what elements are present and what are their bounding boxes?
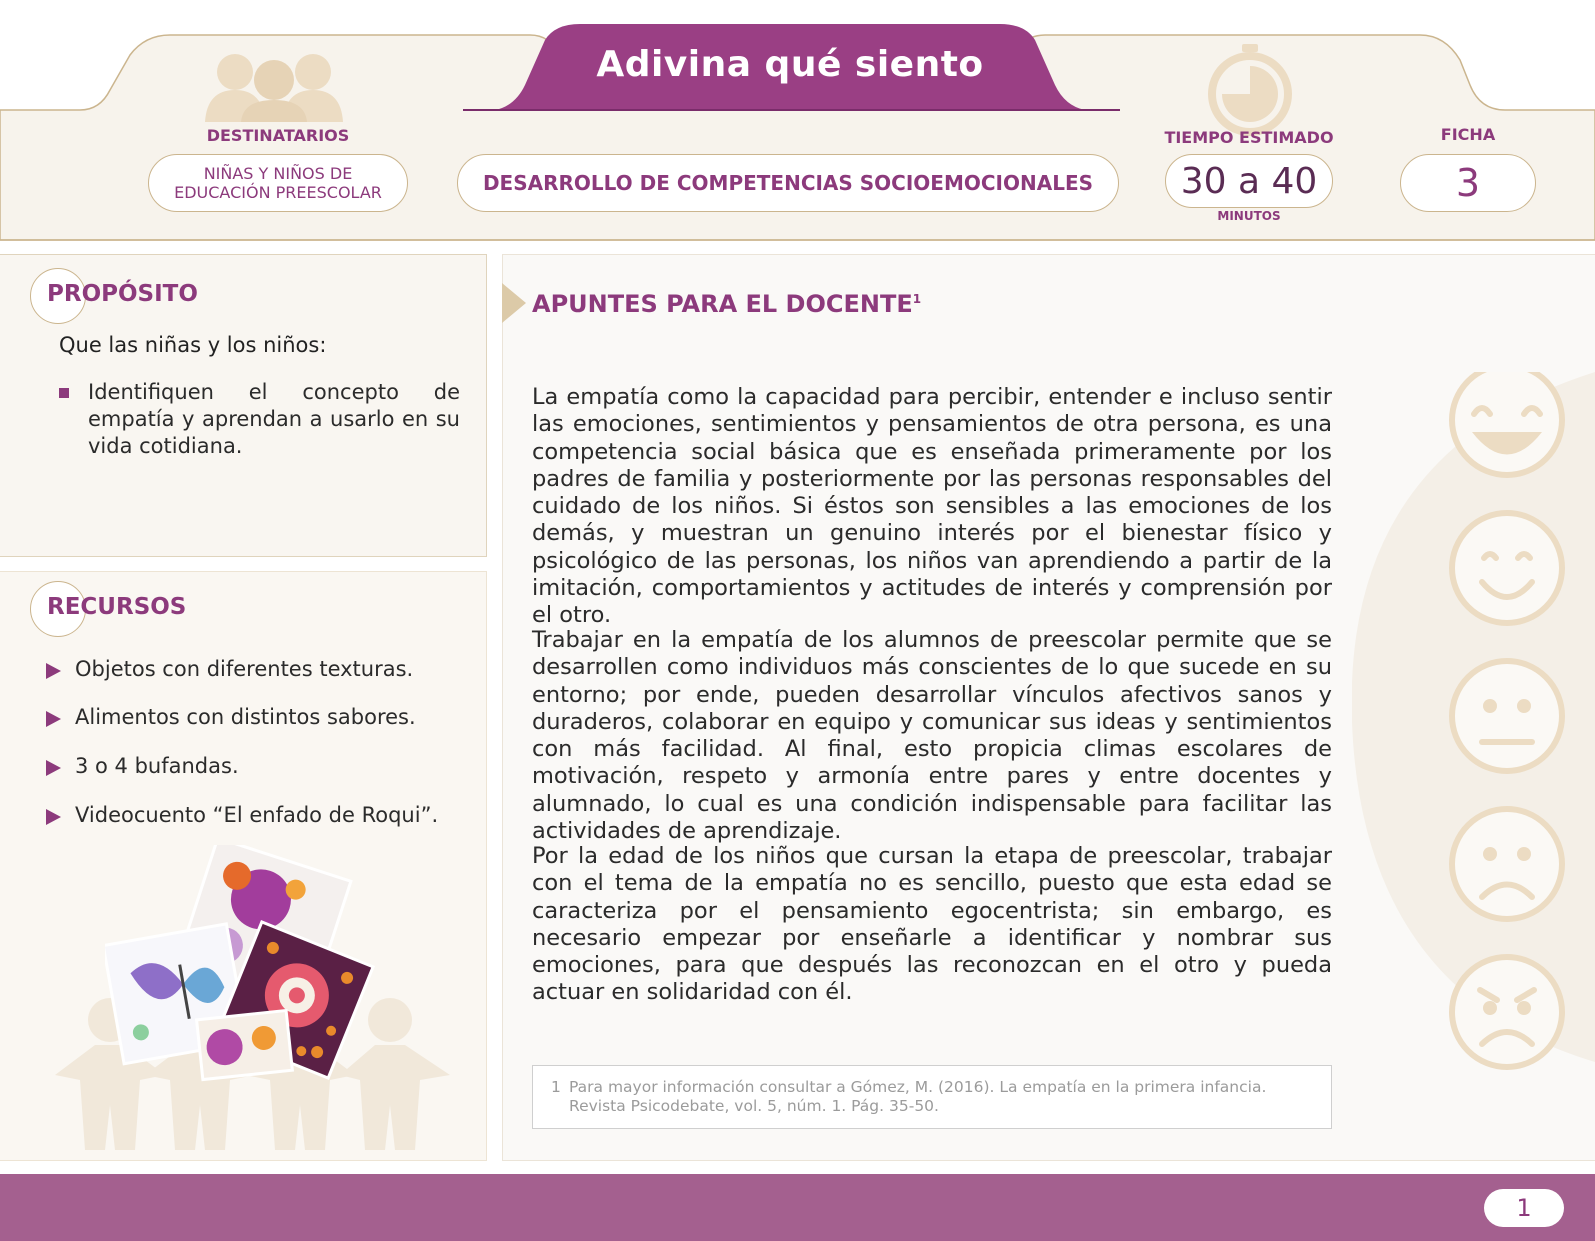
apuntes-title-text: APUNTES PARA EL DOCENTE [532, 290, 913, 318]
angry-face-icon [1452, 957, 1562, 1067]
footnote-text: Para mayor información consultar a Gómez, M. (2016). La empatía en la primera infancia. Revista Psicodebate, vol. 5, núm. 1. Pág. 35-50. [569, 1078, 1267, 1115]
apuntes-paragraph: La empatía como la capacidad para percibir, entender e incluso sentir las emociones, sentimientos y pensamientos de otra persona, es una competencia social básica que es enseñada primeramente por los padres de familia y posteriormente por las personas responsables del cuidado de los niños. Si éstos son sensibles a las emociones de los demás, y muestran un genuino interés por el bienestar físico y psicológico de las personas, los niños van aprendiendo a partir de la imitación, comportamientos y actitudes de interés y comprensión por el otro. [532, 384, 1332, 629]
footer-bar [0, 1174, 1595, 1241]
laughing-face-icon [1452, 372, 1562, 475]
apuntes-paragraph: Por la edad de los niños que cursan la etapa de preescolar, trabajar con el tema de la empatía no es sencillo, puesto que esta edad se caracteriza por el pensamiento egocentrista; sin embargo, es necesario empezar por enseñarle a identificar y nombrar sus emociones, para que después las reconozcan en el otro y pueda actuar en solidaridad con él. [532, 843, 1332, 1006]
footnote-number: 1 [551, 1078, 561, 1096]
page-number: 1 [1484, 1189, 1564, 1227]
bullet-triangle-icon [46, 711, 61, 727]
apuntes-title [532, 290, 921, 318]
proposito-title: PROPÓSITO [47, 281, 198, 307]
proposito-intro: Que las niñas y los niños: [59, 333, 327, 357]
destinatarios-label: DESTINATARIOS [206, 126, 350, 145]
recursos-item: Alimentos con distintos sabores. [75, 705, 416, 729]
ficha-value: 3 [1400, 154, 1536, 212]
area-value: DESARROLLO DE COMPETENCIAS SOCIOEMOCIONALES [457, 154, 1119, 212]
ficha-label: FICHA [1440, 125, 1496, 144]
apuntes-paragraph: Trabajar en la empatía de los alumnos de preescolar permite que se desarrollen como individuos más conscientes de lo que sucede en su entorno; por ende, pueden desarrollar vínculos afectivos sanos y duraderos, colaborar en equipo y comunicar sus ideas y sentimientos con más facilidad. Al final, esto propicia climas escolares de motivación, respeto y armonía entre pares y entre docentes y alumnado, lo cual es una condición indispensable para facilitar las actividades de aprendizaje. [532, 627, 1332, 845]
tiempo-unit: MINUTOS [1217, 209, 1281, 223]
fabric-swatches-image [105, 845, 375, 1090]
proposito-item: Identifiquen el concepto de empatía y aprendan a usarlo en su vida cotidiana. [88, 380, 460, 458]
bullet-triangle-icon [46, 760, 61, 776]
apuntes-marker [502, 283, 526, 323]
bullet-triangle-icon [46, 809, 61, 825]
recursos-item: Videocuento “El enfado de Roqui”. [75, 803, 439, 827]
people-icon [205, 52, 345, 122]
tiempo-label: TIEMPO ESTIMADO [1164, 128, 1334, 147]
recursos-item: 3 o 4 bufandas. [75, 754, 239, 778]
smiling-face-icon [1452, 513, 1562, 623]
footnote-reference[interactable]: 1 [912, 292, 922, 306]
bullet-triangle-icon [46, 663, 61, 679]
activity-title: Adivina qué siento [596, 44, 984, 85]
recursos-item: Objetos con diferentes texturas. [75, 657, 414, 681]
stopwatch-icon [1205, 42, 1295, 138]
footnote-box [532, 1065, 1332, 1129]
bullet-square-icon [59, 388, 69, 398]
destinatarios-value: NIÑAS Y NIÑOS DE EDUCACIÓN PREESCOLAR [148, 154, 408, 212]
tiempo-value: 30 a 40 [1165, 154, 1333, 208]
neutral-face-icon [1452, 661, 1562, 771]
faces-decoration [1352, 372, 1595, 1072]
recursos-title: RECURSOS [47, 594, 187, 620]
sad-face-icon [1452, 809, 1562, 919]
